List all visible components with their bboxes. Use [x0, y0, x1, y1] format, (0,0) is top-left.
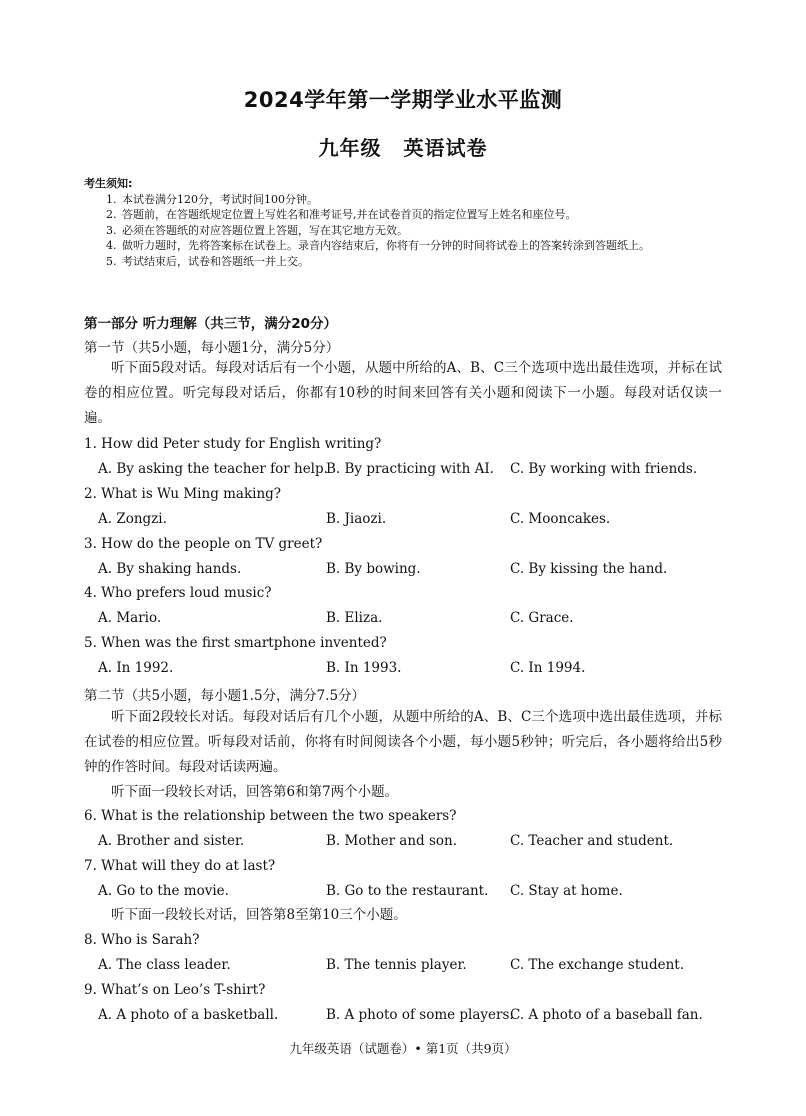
option-2a[interactable]: A. Zongzi.: [98, 511, 167, 527]
question-4: 4. Who prefers loud music?: [84, 585, 272, 601]
notice-item: 5. 考试结束后，试卷和答题纸一并上交。: [120, 254, 734, 270]
dialogue1-intro: 听下面一段较长对话，回答第6和第7两个小题。: [111, 784, 399, 800]
option-5a[interactable]: A. In 1992.: [98, 660, 174, 676]
option-4b[interactable]: B. Eliza.: [326, 610, 383, 626]
option-5b[interactable]: B. In 1993.: [326, 660, 402, 676]
option-1b[interactable]: B. By practicing with AI.: [326, 461, 494, 477]
section1-instructions: 听下面5段对话。每段对话后有一个小题，从题中所给的A、B、C三个选项中选出最佳选项，并标在试卷的相应位置。听完每段对话后，你都有10秒的时间来回答有关小题和阅读下一小题。每段对话仅读一遍。: [84, 360, 722, 426]
option-4a[interactable]: A. Mario.: [98, 610, 162, 626]
option-6b[interactable]: B. Mother and son.: [326, 833, 458, 849]
section2-heading: 第二节（共5小题，每小题1.5分，满分7.5分）: [84, 688, 366, 704]
notice-item: 2. 答题前，在答题纸规定位置上写姓名和准考证号,并在试卷首页的指定位置写上姓名和座位号。: [120, 207, 734, 223]
notice-item: 1. 本试卷满分120分，考试时间100分钟。: [120, 192, 734, 208]
question-9: 9. What’s on Leo’s T-shirt?: [84, 982, 266, 998]
notice-item: 4. 做听力题时，先将答案标在试卷上。录音内容结束后，你将有一分钟的时间将试卷上的答案转涂到答题纸上。: [120, 238, 734, 254]
option-8a[interactable]: A. The class leader.: [98, 957, 231, 973]
question-1: 1. How did Peter study for English writing?: [84, 436, 382, 452]
option-7a[interactable]: A. Go to the movie.: [98, 883, 229, 899]
question-5: 5. When was the first smartphone invented?: [84, 635, 387, 651]
question-3: 3. How do the people on TV greet?: [84, 536, 323, 552]
question-7: 7. What will they do at last?: [84, 858, 276, 874]
option-6c[interactable]: C. Teacher and student.: [510, 833, 674, 849]
option-8c[interactable]: C. The exchange student.: [510, 957, 685, 973]
page-footer: 九年级英语（试题卷）• 第1页（共9页）: [289, 1041, 517, 1056]
question-2: 2. What is Wu Ming making?: [84, 486, 282, 502]
subject-label: 英语试卷: [403, 136, 488, 160]
grade-label: 九年级: [318, 136, 382, 160]
option-2b[interactable]: B. Jiaozi.: [326, 511, 387, 527]
option-1a[interactable]: A. By asking the teacher for help.: [98, 461, 328, 477]
option-3c[interactable]: C. By kissing the hand.: [510, 561, 668, 577]
section2-instructions: 听下面2段较长对话。每段对话后有几个小题，从题中所给的A、B、C三个选项中选出最佳选项，并标在试卷的相应位置。听每段对话前，你将有时间阅读各个小题，每小题5秒钟；听完后，各小题将给出5秒钟的作答时间。每段对话读两遍。: [84, 709, 722, 775]
question-8: 8. Who is Sarah?: [84, 932, 200, 948]
section1-heading: 第一节（共5小题，每小题1分，满分5分）: [84, 340, 340, 356]
option-1c[interactable]: C. By working with friends.: [510, 461, 698, 477]
option-2c[interactable]: C. Mooncakes.: [510, 511, 611, 527]
exam-subtitle: [0, 132, 806, 161]
part1-heading: 第一部分 听力理解（共三节，满分20分）: [84, 316, 337, 332]
candidate-notice: [84, 176, 734, 269]
option-9a[interactable]: A. A photo of a basketball.: [98, 1007, 279, 1023]
option-9c[interactable]: C. A photo of a baseball fan.: [510, 1007, 703, 1023]
option-7b[interactable]: B. Go to the restaurant.: [326, 883, 489, 899]
option-8b[interactable]: B. The tennis player.: [326, 957, 467, 973]
option-9b[interactable]: B. A photo of some players.: [326, 1007, 514, 1023]
notice-item: 3. 必须在答题纸的对应答题位置上答题，写在其它地方无效。: [120, 223, 734, 239]
notice-list: [84, 192, 734, 270]
notice-heading: 考生须知:: [84, 177, 133, 190]
option-5c[interactable]: C. In 1994.: [510, 660, 586, 676]
option-3a[interactable]: A. By shaking hands.: [98, 561, 242, 577]
dialogue2-intro: 听下面一段较长对话，回答第8至第10三个小题。: [111, 907, 407, 923]
question-6: 6. What is the relationship between the two speakers?: [84, 808, 457, 824]
option-6a[interactable]: A. Brother and sister.: [98, 833, 245, 849]
exam-title: 2024学年第一学期学业水平监测: [243, 88, 563, 112]
option-7c[interactable]: C. Stay at home.: [510, 883, 623, 899]
option-3b[interactable]: B. By bowing.: [326, 561, 421, 577]
option-4c[interactable]: C. Grace.: [510, 610, 574, 626]
